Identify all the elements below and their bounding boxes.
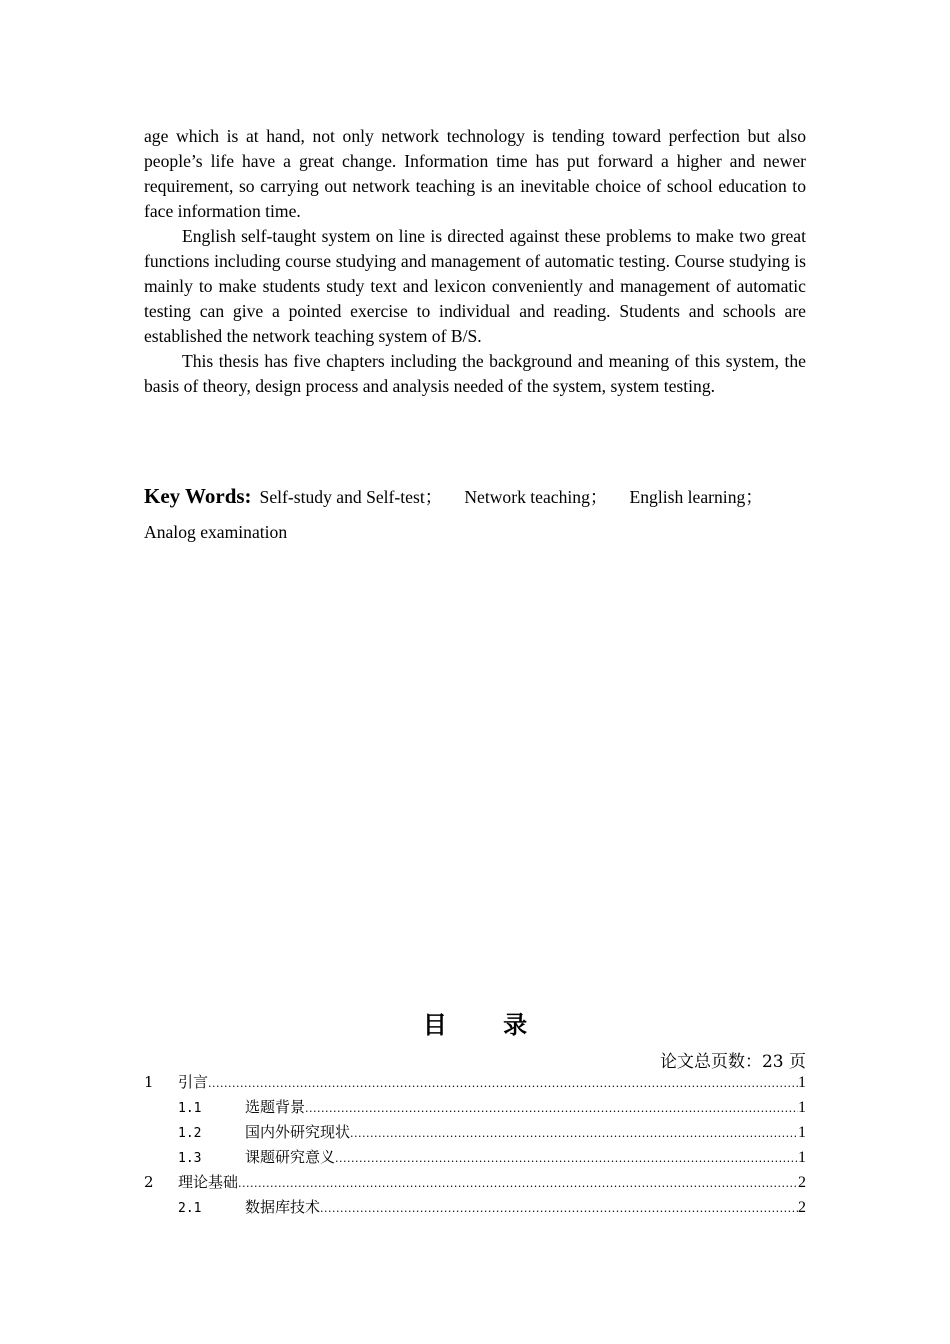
toc-entry-title: 国内外研究现状 (245, 1123, 351, 1141)
toc-entry-page: 2 (798, 1174, 806, 1191)
toc-entry-number: 1.1 (178, 1101, 202, 1116)
table-of-contents (144, 1071, 806, 1221)
toc-leader-dots (335, 1152, 798, 1165)
toc-leader-dots (305, 1102, 798, 1115)
keywords-section (144, 484, 806, 543)
toc-leader-dots (238, 1177, 798, 1190)
toc-entry[interactable] (144, 1096, 806, 1121)
toc-entry[interactable] (144, 1121, 806, 1146)
keyword-separator: ； (745, 487, 763, 507)
toc-entry[interactable] (144, 1171, 806, 1196)
toc-entry-title: 理论基础 (178, 1173, 239, 1191)
toc-entry-page: 1 (798, 1124, 806, 1141)
toc-entry-number: 2.1 (178, 1201, 202, 1216)
keyword-separator: ； (589, 487, 608, 507)
toc-leader-dots (350, 1127, 798, 1140)
keyword: English learning (629, 487, 746, 507)
toc-entry-title: 数据库技术 (245, 1198, 321, 1216)
toc-entry-number: 1 (144, 1073, 154, 1091)
toc-entry[interactable] (144, 1071, 806, 1096)
keyword: Self-study and Self-test (259, 487, 425, 507)
toc-entry[interactable] (144, 1196, 806, 1221)
toc-entry-page: 2 (798, 1199, 806, 1216)
toc-entry-title: 选题背景 (245, 1098, 306, 1116)
toc-entry-page: 1 (798, 1149, 806, 1166)
keyword: Network teaching (464, 487, 590, 507)
abstract-paragraph-1: age which is at hand, not only network technology is tending toward perfection but also people’s life have a great change. Information time has put forward a higher and newer requirement, so carrying out network teaching is an inevitable choice of school education to face information time. (144, 126, 806, 221)
abstract-paragraph-3: This thesis has five chapters including the background and meaning of this system, the basis of theory, design process and analysis needed of the system, system testing. (144, 351, 806, 396)
toc-entry[interactable] (144, 1146, 806, 1171)
toc-leader-dots (320, 1202, 798, 1215)
toc-entry-title: 引言 (178, 1073, 209, 1091)
toc-title: 目 录 (422, 1011, 552, 1039)
keyword: Analog examination (144, 522, 288, 542)
abstract-paragraph-2: English self-taught system on line is directed against these problems to make two great functions including course studying and management of automatic testing. Course studying is mainly to make students study text and lexicon conveniently and management of automatic testing can give a pointed exercise to individual and reading. Students and schools are established the network teaching system of B/S. (144, 226, 806, 346)
toc-leader-dots (208, 1077, 798, 1090)
keywords-label: Key Words: (144, 484, 252, 508)
abstract-body (144, 124, 806, 399)
toc-total-pages: 论文总页数：23 页 (659, 1052, 806, 1072)
toc-entry-number: 1.3 (178, 1151, 202, 1166)
toc-entry-number: 1.2 (178, 1126, 202, 1141)
toc-entry-page: 1 (798, 1099, 806, 1116)
toc-entry-number: 2 (144, 1173, 154, 1191)
keyword-separator: ； (424, 487, 443, 507)
toc-entry-title: 课题研究意义 (245, 1148, 336, 1166)
toc-entry-page: 1 (798, 1074, 806, 1091)
